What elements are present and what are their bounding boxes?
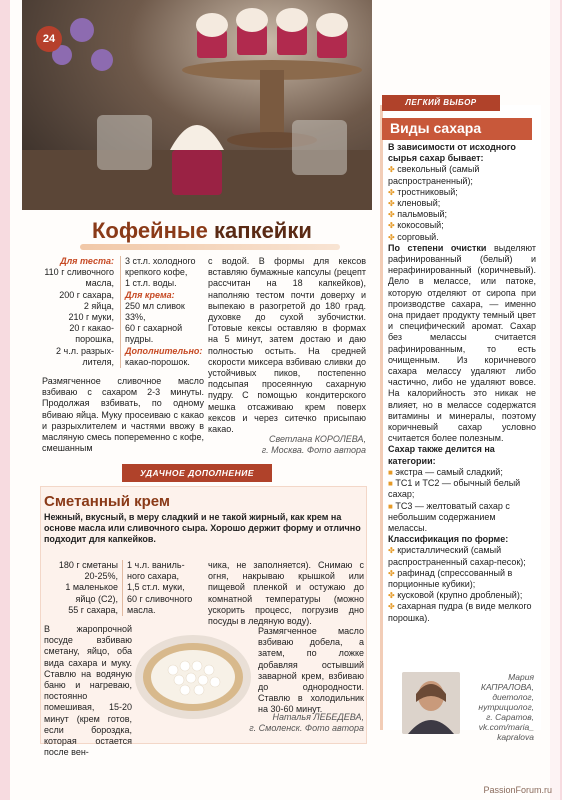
- square-bullet-icon: ■: [388, 501, 393, 511]
- sidebar-title: Виды сахара: [390, 120, 482, 136]
- tart-illustration: [133, 622, 253, 722]
- title-underline: [80, 244, 340, 250]
- ingredient: масла,: [85, 278, 114, 289]
- list-item: экстра — самый сладкий;: [395, 466, 503, 477]
- bullet-icon: ✤: [388, 187, 395, 197]
- bullet-icon: ✤: [388, 568, 395, 578]
- list-item: сорговый.: [397, 231, 439, 242]
- list-item: кокосовый;: [397, 220, 444, 231]
- bullet-icon: ✤: [388, 199, 395, 209]
- list-item: пальмовый;: [397, 209, 448, 220]
- ingredient: 200 г сахара,: [59, 289, 114, 300]
- author-name: Светлана КОРОЛЕВА,: [268, 434, 366, 444]
- author-name: Наталья ЛЕБЕДЕВА,: [272, 712, 364, 722]
- square-bullet-icon: ■: [388, 479, 393, 489]
- list-item: ТС3 — желтоватый сахар с небольшим содержанием мелассы.: [388, 500, 510, 533]
- author-line: г. Саратов,: [486, 712, 534, 722]
- ingredient: 110 г сливочного: [44, 267, 114, 278]
- bullet-icon: ✤: [388, 165, 395, 175]
- ingredient: 210 г муки,: [68, 312, 114, 323]
- portrait-illustration: [402, 672, 460, 734]
- sidebar-text: [388, 142, 536, 624]
- sidebar-tab: ЛЕГКИЙ ВЫБОР: [382, 95, 500, 111]
- ingredient: порошка,: [75, 334, 114, 345]
- ingredient: 1 ст.л. воды.: [125, 278, 177, 289]
- ingredients-dough: [40, 256, 114, 368]
- cupcakes-photo: [22, 0, 372, 210]
- list-item: тростниковый;: [397, 186, 458, 197]
- author-line: vk.com/maria_: [478, 722, 534, 732]
- square-bullet-icon: ■: [388, 467, 393, 477]
- bullet-icon: ✤: [388, 210, 395, 220]
- addon-author: [208, 712, 364, 734]
- ingredient: 180 г сметаны: [58, 560, 118, 570]
- list-item: кусковой (крупно дробленый);: [397, 590, 523, 601]
- ingredient: пудры.: [125, 334, 154, 345]
- sidebar-heading: Сахар также делится на категории:: [388, 444, 495, 466]
- sidebar-heading: Классификация по форме:: [388, 534, 509, 545]
- ingredient: 3 ст.л. холодного: [125, 256, 196, 266]
- bullet-icon: ✤: [388, 221, 395, 231]
- list-item: кленовый;: [397, 198, 441, 209]
- page-number: 24: [36, 26, 62, 52]
- article-body-right: с водой. В формы для кексов вставляю бумажные капсулы (рецепт рассчитан на 18 капкейков), наполняю тестом почти доверху и выпекаю в разогретой до 180 град. духовке до сухой зубочистки. Готовые кексы оставляю в формах на 5 минут, затем достаю и даю полностью остыть. На средней скорости миксера взбиваю сливки до устойчивых пиков, постепенно подсыпая просеянную сахарную пудру. С помощью кондитерского мешка отсаживаю крем поверх кексов и через ситечко присыпаю какао.: [208, 256, 366, 435]
- addon-title: Сметанный крем: [44, 493, 170, 510]
- ingredient: ного сахара,: [127, 571, 179, 582]
- list-item: ТС1 и ТС2 — обычный белый сахар;: [388, 478, 521, 500]
- ingredient: крепкого кофе,: [125, 267, 188, 278]
- addon-lead: Нежный, вкусный, в меру сладкий и не такой жирный, как крем на основе масла или сливочного сыра. Хорошо держит форму и отлично подходит для капкейков.: [44, 512, 361, 545]
- author-city: г. Смоленск. Фото автора: [249, 723, 364, 734]
- ingredient: 60 г сливочного: [127, 593, 193, 604]
- ingredients-cream-label: Для крема:: [125, 289, 175, 300]
- ingredient: какао-порошок.: [125, 356, 190, 367]
- list-item: кристаллический (самый распространенный сахар-песок);: [388, 545, 526, 567]
- sidebar-heading: В зависимости от исходного сырья сахар бывает:: [388, 142, 516, 164]
- list-item: рафинад (спрессованный в порционные кубики);: [388, 567, 513, 589]
- sidebar-paragraph: выделяют рафинированный (белый) и нерафинированный (коричневый). Дело в мелассе, или патоке, которую отделяют от сиропа при производстве сахара, — именно она придает продукту темный цвет и специфический аромат. Сахар без мелассы считается рафинированным, то есть очищенным. Из коричневого сахара мелассу удаляют либо частично, либо не удаляют вовсе. На калорийность это никак не влияет, но в мелассе содержатся витамины и минералы, поэтому коричневый сахар условно считается более полезным.: [388, 242, 536, 444]
- extra-label: Дополнительно:: [125, 345, 203, 356]
- addon-tab: УДАЧНОЕ ДОПОЛНЕНИЕ: [122, 464, 272, 482]
- ingredient: 60 г сахарной: [125, 323, 183, 334]
- ingredient: 1 маленькое: [65, 582, 118, 593]
- addon-body-a: чика, не заполняется). Снимаю с огня, накрываю крышкой или пищевой пленкой и остужаю до комнатной температуры (можно ускорить процесс, погрузив днo посуды в ледяную воду).: [208, 560, 364, 627]
- ingredient: 55 г сахара,: [68, 604, 118, 615]
- author-line: КАПРАЛОВА,: [480, 682, 534, 692]
- author-line: Мария: [508, 672, 534, 682]
- footer: [0, 782, 562, 800]
- ingredient: масла.: [127, 604, 156, 615]
- ingredient: 1,5 ст.л. муки,: [127, 582, 185, 593]
- ingredients-cream-col: [120, 256, 209, 368]
- article-body-left: Размягченное сливочное масло взбиваю с сахаром 2-3 минуты. Продолжая взбивать, по одному вбиваю яйца. Муку просеиваю с какао и разрыхлителем и частями ввожу в масляную смесь попеременно с кофе, смешанным: [42, 376, 204, 454]
- ingredient: 20 г какао-: [69, 323, 114, 334]
- cupcakes-illustration: [22, 0, 372, 210]
- ingredient: яйцо (С2),: [75, 593, 118, 604]
- author-portrait: [402, 672, 460, 734]
- ingredient: 2 яйца,: [83, 300, 114, 311]
- ingredient: лителя,: [82, 356, 114, 367]
- list-item: сахарная пудра (в виде мелкого порошка).: [388, 601, 532, 623]
- author-line: kapralova: [497, 732, 534, 742]
- sidebar-heading: По степени очистки: [388, 242, 487, 253]
- bullet-icon: ✤: [388, 602, 395, 612]
- addon-ingredients-right: [122, 560, 205, 616]
- ingredients-dough-label: Для теста:: [60, 256, 114, 266]
- author-line: нутрициолог,: [478, 702, 534, 712]
- author-city: г. Москва. Фото автора: [261, 445, 366, 456]
- ingredient: 2 ч.л. разрых-: [56, 345, 114, 356]
- list-item: свекольный (самый распространенный);: [388, 164, 480, 186]
- ingredient: 250 мл сливок: [125, 300, 185, 311]
- bullet-icon: ✤: [388, 591, 395, 601]
- addon-body-c: Размягченное масло взбиваю добела, а затем, по ложке добавляя остывший заварной крем, взбиваю до однородности. Ставлю в холодильник на 30-60 минут.: [258, 626, 364, 715]
- title-part-1: Кофейные: [92, 218, 208, 243]
- sidebar-author: [462, 672, 534, 742]
- ingredient: 1 ч.л. ваниль-: [127, 560, 185, 570]
- author-line: диетолог,: [492, 692, 534, 702]
- article-author: [208, 434, 366, 456]
- bullet-icon: ✤: [388, 546, 395, 556]
- footer-watermark: PassionForum.ru: [483, 785, 552, 795]
- article-title: [92, 218, 312, 244]
- addon-ingredients-left: [44, 560, 118, 616]
- title-part-2: капкейки: [214, 218, 312, 243]
- bullet-icon: ✤: [388, 232, 395, 242]
- ingredient: 33%,: [125, 312, 146, 323]
- addon-body-b: В жаропрочной посуде взбиваю сметану, яйцо, оба вида сахара и муку. Ставлю на водяную баню и нагреваю, постоянно помешивая, 15-20 минут (крем готов, если бороздка, которая остается после вен-: [44, 624, 132, 758]
- ingredient: 20-25%,: [84, 571, 118, 582]
- cream-tart-photo: [133, 622, 253, 722]
